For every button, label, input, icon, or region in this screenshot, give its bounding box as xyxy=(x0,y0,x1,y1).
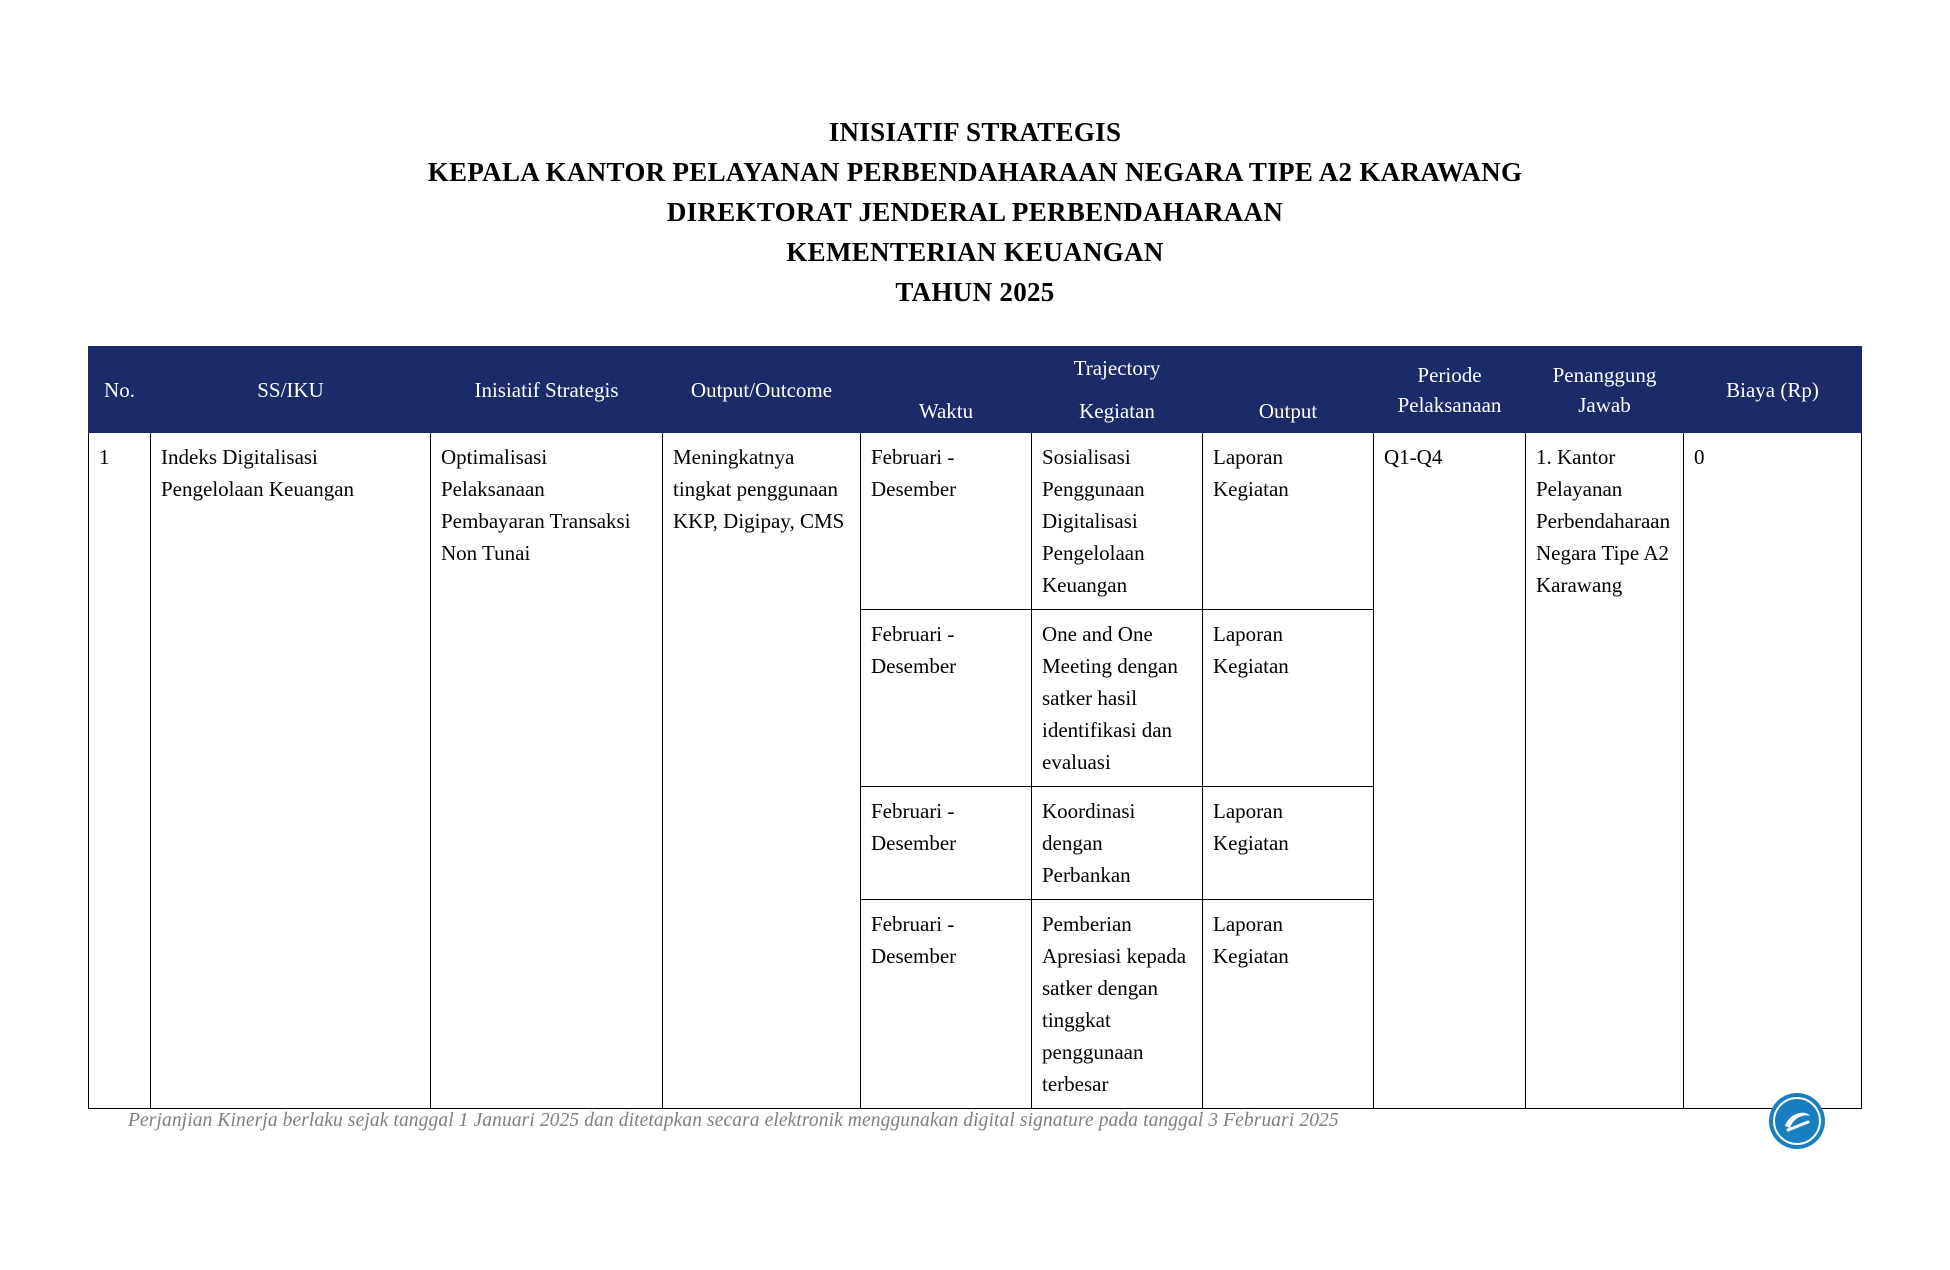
cell-trajectory-output: Laporan Kegiatan xyxy=(1203,433,1374,610)
document-title-block xyxy=(0,0,1950,312)
column-header-penanggung-jawab: Penanggung Jawab xyxy=(1526,347,1684,433)
column-header-ss-iku: SS/IKU xyxy=(151,347,431,433)
cell-no: 1 xyxy=(89,433,151,1109)
cell-trajectory-output: Laporan Kegiatan xyxy=(1203,610,1374,787)
column-header-periode-pelaksanaan: Periode Pelaksanaan xyxy=(1374,347,1526,433)
table-header xyxy=(89,347,1862,433)
table-body xyxy=(89,433,1862,1109)
column-header-no: No. xyxy=(89,347,151,433)
table-header-row-1 xyxy=(89,347,1862,390)
cell-trajectory-output: Laporan Kegiatan xyxy=(1203,787,1374,900)
cell-trajectory-kegiatan: Sosialisasi Penggunaan Digitalisasi Pengelolaan Keuangan xyxy=(1032,433,1203,610)
column-header-trajectory-kegiatan: Kegiatan xyxy=(1032,390,1203,433)
title-line-2: KEPALA KANTOR PELAYANAN PERBENDAHARAAN NEGARA TIPE A2 KARAWANG xyxy=(427,157,1523,187)
cell-trajectory-kegiatan: One and One Meeting dengan satker hasil identifikasi dan evaluasi xyxy=(1032,610,1203,787)
digital-signature-seal-icon xyxy=(1768,1092,1826,1150)
title-line-3: DIREKTORAT JENDERAL PERBENDAHARAAN xyxy=(666,197,1284,227)
column-header-biaya: Biaya (Rp) xyxy=(1684,347,1862,433)
column-header-output-outcome: Output/Outcome xyxy=(663,347,861,433)
cell-inisiatif-strategis: Optimalisasi Pelaksanaan Pembayaran Transaksi Non Tunai xyxy=(431,433,663,1109)
cell-trajectory-waktu: Februari - Desember xyxy=(861,900,1032,1109)
cell-trajectory-waktu: Februari - Desember xyxy=(861,610,1032,787)
title-line-5: TAHUN 2025 xyxy=(895,277,1055,307)
footer-note: Perjanjian Kinerja berlaku sejak tanggal 1 Januari 2025 dan ditetapkan secara elektronik menggunakan digital signature pada tanggal 3 Februari 2025 xyxy=(128,1110,1339,1131)
column-header-trajectory-waktu: Waktu xyxy=(861,390,1032,433)
cell-trajectory-waktu: Februari - Desember xyxy=(861,787,1032,900)
cell-trajectory-kegiatan: Pemberian Apresiasi kepada satker dengan tinggkat penggunaan terbesar xyxy=(1032,900,1203,1109)
column-header-inisiatif-strategis: Inisiatif Strategis xyxy=(431,347,663,433)
table-row xyxy=(89,433,1862,610)
title-line-1: INISIATIF STRATEGIS xyxy=(828,117,1122,147)
column-header-trajectory-output: Output xyxy=(1203,390,1374,433)
column-header-trajectory: Trajectory xyxy=(861,347,1374,390)
cell-trajectory-output: Laporan Kegiatan xyxy=(1203,900,1374,1109)
cell-penanggung-jawab: 1. Kantor Pelayanan Perbendaharaan Negara Tipe A2 Karawang xyxy=(1526,433,1684,1109)
cell-periode-pelaksanaan: Q1-Q4 xyxy=(1374,433,1526,1109)
cell-ss-iku: Indeks Digitalisasi Pengelolaan Keuangan xyxy=(151,433,431,1109)
title-line-4: KEMENTERIAN KEUANGAN xyxy=(786,237,1164,267)
cell-trajectory-kegiatan: Koordinasi dengan Perbankan xyxy=(1032,787,1203,900)
cell-output-outcome: Meningkatnya tingkat penggunaan KKP, Digipay, CMS xyxy=(663,433,861,1109)
cell-biaya: 0 xyxy=(1684,433,1862,1109)
initiatives-table xyxy=(88,346,1862,1109)
cell-trajectory-waktu: Februari - Desember xyxy=(861,433,1032,610)
initiatives-table-container xyxy=(88,346,1862,1109)
